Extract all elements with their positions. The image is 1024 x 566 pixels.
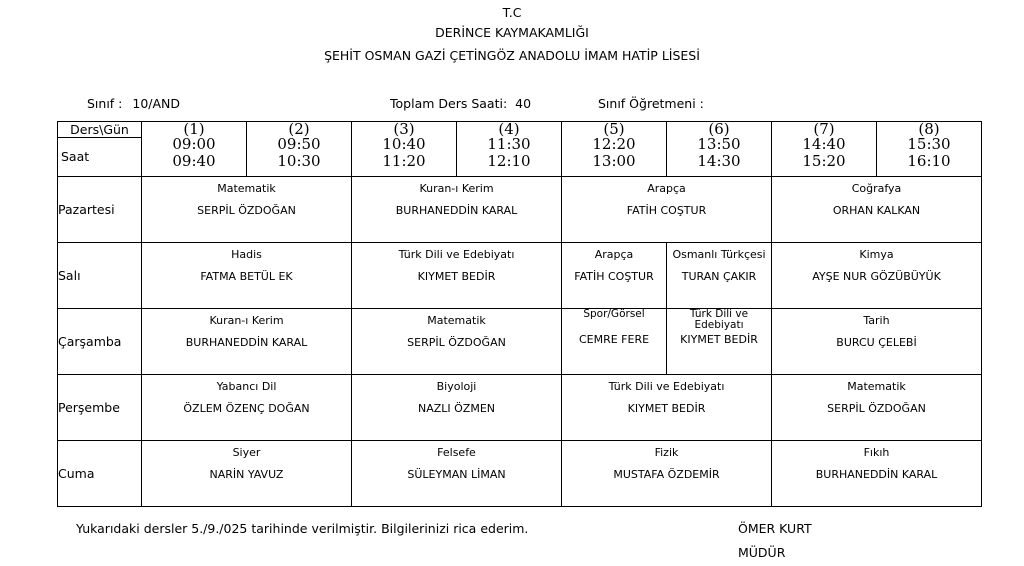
total-hours-value: 40 xyxy=(515,96,532,111)
period-start: 15:30 xyxy=(907,135,951,153)
day-row-carsamba xyxy=(58,309,982,375)
lesson-teacher: SERPİL ÖZDOĞAN xyxy=(197,204,296,217)
lesson-subject: Arapça xyxy=(647,182,686,195)
period-number: (4) xyxy=(498,120,520,138)
period-number: (8) xyxy=(918,120,940,138)
day-name: Perşembe xyxy=(58,375,142,441)
day-name: Cuma xyxy=(58,441,142,507)
lesson-subject: Osmanlı Türkçesi xyxy=(672,248,766,261)
corner-label-bottom: Saat xyxy=(61,149,90,164)
lesson-subject: Felsefe xyxy=(437,446,476,459)
lesson-teacher: KIYMET BEDİR xyxy=(627,402,706,415)
lesson-cell xyxy=(142,177,352,243)
period-start: 10:40 xyxy=(382,135,426,153)
footer-note: Yukarıdaki dersler 5./9./025 tarihinde verilmiştir. Bilgilerinizi rica ederim. xyxy=(76,521,529,536)
lesson-cell xyxy=(562,243,667,309)
lesson-teacher: BURHANEDDİN KARAL xyxy=(815,468,938,481)
lesson-cell xyxy=(772,177,982,243)
period-start: 14:40 xyxy=(802,135,846,153)
lesson-teacher: AYŞE NUR GÖZÜBÜYÜK xyxy=(812,270,941,283)
lesson-cell xyxy=(352,177,562,243)
lesson-teacher: FATİH COŞTUR xyxy=(626,204,707,217)
lesson-teacher: BURCU ÇELEBİ xyxy=(836,336,917,349)
period-cell xyxy=(772,122,877,177)
day-name: Salı xyxy=(58,243,142,309)
period-start: 11:30 xyxy=(487,135,531,153)
lesson-cell xyxy=(562,309,667,375)
period-cell xyxy=(667,122,772,177)
lesson-subject: Siyer xyxy=(232,446,261,459)
signer-title: MÜDÜR xyxy=(738,545,786,560)
lesson-teacher: SÜLEYMAN LİMAN xyxy=(407,468,506,481)
lesson-subject: Kuran-ı Kerim xyxy=(209,314,284,327)
header-tc: T.C xyxy=(502,5,522,20)
schedule-table-wrap xyxy=(57,121,982,507)
corner-label-top: Ders\Gün xyxy=(58,122,141,138)
lesson-subject: Türk Dili ve Edebiyatı xyxy=(608,380,725,393)
period-cell xyxy=(352,122,457,177)
period-end: 12:10 xyxy=(487,152,531,170)
period-start: 09:50 xyxy=(277,135,321,153)
period-number: (1) xyxy=(183,120,205,138)
period-number: (3) xyxy=(393,120,415,138)
lesson-subject: Matematik xyxy=(847,380,906,393)
period-cell xyxy=(142,122,247,177)
day-row-cuma xyxy=(58,441,982,507)
header-district: DERİNCE KAYMAKAMLIĞI xyxy=(435,25,589,40)
period-start: 09:00 xyxy=(172,135,216,153)
schedule-table xyxy=(57,121,982,507)
lesson-teacher: KIYMET BEDİR xyxy=(417,270,496,283)
total-hours-label: Toplam Ders Saati: xyxy=(390,96,508,111)
lesson-cell xyxy=(142,309,352,375)
lesson-cell xyxy=(562,441,772,507)
lesson-teacher: ÖZLEM ÖZENÇ DOĞAN xyxy=(183,402,310,415)
class-teacher-label: Sınıf Öğretmeni : xyxy=(598,96,704,111)
lesson-subject: Biyoloji xyxy=(436,380,477,393)
lesson-cell xyxy=(142,375,352,441)
class-info xyxy=(87,96,180,111)
lesson-subject: Türk Dili ve Edebiyatı xyxy=(398,248,515,261)
lesson-teacher: BURHANEDDİN KARAL xyxy=(395,204,518,217)
class-value: 10/AND xyxy=(132,96,181,111)
lesson-teacher: NAZLI ÖZMEN xyxy=(417,402,496,415)
day-row-persembe xyxy=(58,375,982,441)
lesson-cell xyxy=(142,441,352,507)
period-end: 09:40 xyxy=(172,152,216,170)
period-end: 10:30 xyxy=(277,152,321,170)
lesson-subject: Fıkıh xyxy=(863,446,890,459)
period-end: 14:30 xyxy=(697,152,741,170)
lesson-subject: Fizik xyxy=(654,446,679,459)
lesson-teacher: NARİN YAVUZ xyxy=(209,468,284,481)
lesson-cell xyxy=(142,243,352,309)
period-start: 12:20 xyxy=(592,135,636,153)
lesson-subject: Türk Dili ve Edebiyatı xyxy=(689,309,749,331)
day-row-pazartesi xyxy=(58,177,982,243)
lesson-subject: Spor/Görsel xyxy=(583,309,645,320)
lesson-cell xyxy=(667,309,772,375)
signer-name: ÖMER KURT xyxy=(738,521,812,536)
lesson-subject: Tarih xyxy=(863,314,890,327)
lesson-cell xyxy=(772,309,982,375)
total-hours-info xyxy=(390,96,531,111)
day-row-sali xyxy=(58,243,982,309)
lesson-subject: Coğrafya xyxy=(851,182,902,195)
period-number: (7) xyxy=(813,120,835,138)
lesson-teacher: MUSTAFA ÖZDEMİR xyxy=(613,468,720,481)
period-cell xyxy=(562,122,667,177)
lesson-teacher: SERPİL ÖZDOĞAN xyxy=(407,336,506,349)
lesson-subject: Yabancı Dil xyxy=(216,380,277,393)
period-cell xyxy=(457,122,562,177)
lesson-teacher: ORHAN KALKAN xyxy=(832,204,921,217)
lesson-teacher: TURAN ÇAKIR xyxy=(681,270,757,283)
lesson-cell xyxy=(562,375,772,441)
class-label: Sınıf : xyxy=(87,96,123,111)
lesson-cell xyxy=(352,309,562,375)
period-end: 15:20 xyxy=(802,152,846,170)
lesson-teacher: FATMA BETÜL EK xyxy=(200,270,293,283)
period-header-row xyxy=(58,122,982,177)
lesson-cell xyxy=(352,375,562,441)
period-end: 11:20 xyxy=(382,152,426,170)
lesson-cell xyxy=(772,243,982,309)
lesson-subject: Matematik xyxy=(217,182,276,195)
lesson-cell xyxy=(352,243,562,309)
lesson-subject: Kimya xyxy=(859,248,894,261)
period-number: (6) xyxy=(708,120,730,138)
day-name: Pazartesi xyxy=(58,177,142,243)
period-cell xyxy=(247,122,352,177)
corner-cell xyxy=(58,122,142,177)
day-name: Çarşamba xyxy=(58,309,142,375)
lesson-subject: Matematik xyxy=(427,314,486,327)
lesson-subject: Arapça xyxy=(594,248,634,261)
lesson-teacher: SERPİL ÖZDOĞAN xyxy=(827,402,926,415)
lesson-subject: Kuran-ı Kerim xyxy=(419,182,494,195)
lesson-cell xyxy=(772,441,982,507)
period-number: (2) xyxy=(288,120,310,138)
lesson-teacher: CEMRE FERE xyxy=(578,333,650,346)
lesson-teacher: FATİH COŞTUR xyxy=(574,270,654,283)
lesson-teacher: KIYMET BEDİR xyxy=(680,333,758,346)
lesson-teacher: BURHANEDDİN KARAL xyxy=(185,336,308,349)
period-start: 13:50 xyxy=(697,135,741,153)
lesson-cell xyxy=(352,441,562,507)
period-number: (5) xyxy=(603,120,625,138)
period-end: 13:00 xyxy=(592,152,636,170)
header-school-name: ŞEHİT OSMAN GAZİ ÇETİNGÖZ ANADOLU İMAM HATİP LİSESİ xyxy=(324,48,700,63)
period-end: 16:10 xyxy=(907,152,951,170)
lesson-cell xyxy=(562,177,772,243)
lesson-cell xyxy=(772,375,982,441)
lesson-cell xyxy=(667,243,772,309)
lesson-subject: Hadis xyxy=(231,248,262,261)
period-cell xyxy=(877,122,982,177)
